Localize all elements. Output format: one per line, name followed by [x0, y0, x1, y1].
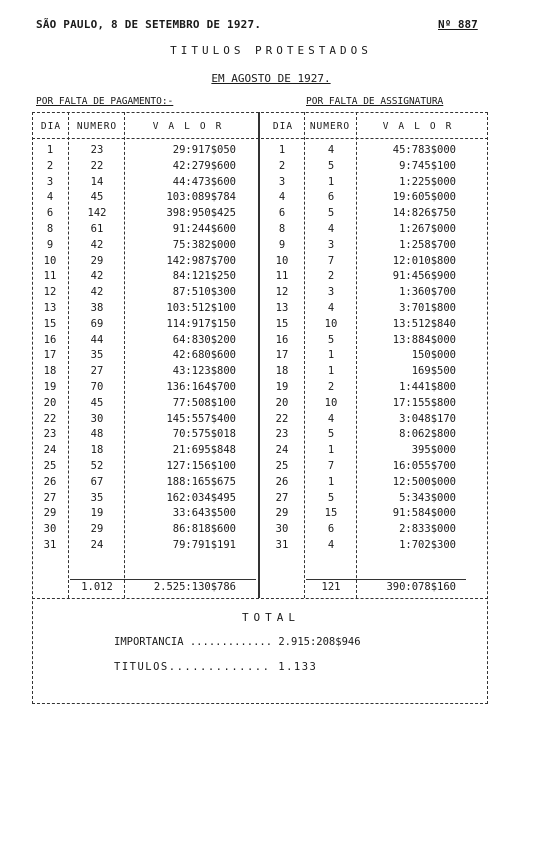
left-row-dia: 23 — [43, 428, 57, 441]
left-row-valor: 188:165$675 — [166, 475, 236, 488]
left-row-dia: 19 — [43, 381, 57, 393]
left-row-valor: 127:156$100 — [166, 460, 236, 472]
left-row-numero: 29 — [90, 254, 104, 267]
right-row-numero: 6 — [327, 191, 335, 204]
left-row-dia: 9 — [46, 238, 54, 251]
left-row-dia: 12 — [43, 286, 57, 299]
left-row-numero: 70 — [90, 381, 104, 393]
section-right-heading — [306, 96, 443, 107]
left-row-numero: 45 — [90, 396, 104, 409]
right-numero-header: NUMERO — [309, 121, 351, 132]
right-row-dia: 29 — [275, 507, 289, 520]
left-row-dia: 10 — [43, 254, 57, 267]
right-row-numero: 4 — [327, 223, 335, 235]
left-row-numero: 45 — [90, 191, 104, 204]
section-left-heading — [36, 96, 173, 107]
right-row-numero: 7 — [327, 254, 335, 267]
right-row-valor: 8:062$800 — [399, 428, 456, 441]
right-row-valor: 19:605$000 — [392, 191, 456, 204]
right-row-numero: 3 — [327, 238, 335, 251]
right-row-numero: 4 — [327, 539, 335, 551]
left-row-dia: 13 — [43, 302, 57, 314]
section-left-label: POR FALTA DE PAGAMENTO:- — [36, 96, 174, 107]
left-row-numero: 52 — [90, 460, 104, 472]
right-row-valor: 150$000 — [411, 349, 456, 362]
left-row-valor: 91:244$600 — [172, 223, 236, 235]
right-row-dia: 8 — [278, 223, 286, 235]
left-row-numero: 22 — [90, 159, 104, 172]
left-row-numero: 69 — [90, 317, 104, 330]
left-row-numero: 18 — [90, 444, 104, 457]
right-row-dia: 17 — [275, 349, 289, 362]
left-row-numero: 27 — [90, 365, 104, 378]
section-right-label: POR FALTA DE ASSIGNATURA — [306, 96, 444, 107]
right-row-numero: 1 — [327, 365, 335, 378]
left-row-valor: 136:164$700 — [166, 381, 236, 393]
middle-divider — [258, 112, 260, 598]
left-valor-header: VALOR — [152, 121, 232, 132]
right-row-valor: 9:745$100 — [399, 159, 456, 172]
total-importancia: IMPORTANCIA ............. 2.915:208$946 — [114, 636, 361, 648]
left-row-numero: 29 — [90, 523, 104, 536]
right-row-numero: 5 — [327, 491, 335, 504]
left-row-valor: 103:089$784 — [166, 191, 236, 204]
left-row-numero: 42 — [90, 238, 104, 251]
right-row-dia: 22 — [275, 412, 289, 425]
right-row-valor: 5:343$000 — [399, 491, 456, 504]
header-divider — [32, 138, 488, 139]
left-row-dia: 16 — [43, 333, 57, 346]
right-row-numero: 4 — [327, 412, 335, 425]
left-dia-header: DIA — [40, 121, 62, 132]
left-row-numero: 35 — [90, 491, 104, 504]
right-row-valor: 1:267$000 — [399, 223, 456, 235]
right-row-numero: 5 — [327, 159, 335, 172]
right-row-valor: 14:826$750 — [392, 207, 456, 220]
right-total-rule — [306, 579, 466, 580]
left-row-numero: 23 — [90, 144, 104, 156]
col-divider — [68, 112, 69, 598]
right-valor-header: VALOR — [382, 121, 462, 132]
left-row-numero: 35 — [90, 349, 104, 362]
left-row-valor: 86:818$600 — [172, 523, 236, 536]
right-row-dia: 3 — [278, 175, 286, 188]
right-row-dia: 26 — [275, 475, 289, 488]
col-divider — [356, 112, 357, 598]
right-row-dia: 16 — [275, 333, 289, 346]
left-row-valor: 142:987$700 — [166, 254, 236, 267]
right-row-dia: 31 — [275, 539, 289, 551]
left-row-numero: 142 — [87, 207, 107, 220]
right-row-dia: 23 — [275, 428, 289, 441]
left-row-dia: 2 — [46, 159, 54, 172]
left-row-valor: 29:917$050 — [172, 144, 236, 156]
left-row-dia: 22 — [43, 412, 57, 425]
totals-divider — [32, 598, 488, 599]
right-row-numero: 5 — [327, 333, 335, 346]
left-row-valor: 42:680$600 — [172, 349, 236, 362]
left-row-valor: 145:557$400 — [166, 412, 236, 425]
right-row-dia: 12 — [275, 286, 289, 299]
right-row-valor: 169$500 — [411, 365, 456, 378]
left-row-valor: 43:123$800 — [172, 365, 236, 378]
right-row-dia: 15 — [275, 317, 289, 330]
left-row-numero: 61 — [90, 223, 104, 235]
right-row-numero: 10 — [324, 396, 338, 409]
left-row-valor: 114:917$150 — [166, 317, 236, 330]
right-row-valor: 17:155$800 — [392, 396, 456, 409]
left-row-dia: 26 — [43, 475, 57, 488]
left-row-valor: 103:512$100 — [166, 302, 236, 314]
document-date: SÃO PAULO, 8 DE SETEMBRO DE 1927. — [36, 18, 262, 31]
left-row-dia: 20 — [43, 396, 57, 409]
left-row-dia: 30 — [43, 523, 57, 536]
right-row-dia: 30 — [275, 523, 289, 536]
left-row-numero: 42 — [90, 270, 104, 283]
right-total-numero: 121 — [321, 581, 341, 593]
right-row-dia: 13 — [275, 302, 289, 314]
left-row-numero: 30 — [90, 412, 104, 425]
right-row-numero: 1 — [327, 475, 335, 488]
left-row-dia: 8 — [46, 223, 54, 235]
left-row-dia: 15 — [43, 317, 57, 330]
right-row-dia: 19 — [275, 381, 289, 393]
right-row-valor: 12:500$000 — [392, 475, 456, 488]
right-row-dia: 2 — [278, 159, 286, 172]
right-row-dia: 4 — [278, 191, 286, 204]
right-row-dia: 25 — [275, 460, 289, 472]
left-row-valor: 42:279$600 — [172, 159, 236, 172]
right-row-valor: 13:884$000 — [392, 333, 456, 346]
right-row-valor: 1:258$700 — [399, 238, 456, 251]
left-row-dia: 24 — [43, 444, 57, 457]
right-row-dia: 1 — [278, 144, 286, 156]
left-row-valor: 64:830$200 — [172, 333, 236, 346]
total-label: TOTAL — [241, 611, 301, 624]
right-row-dia: 18 — [275, 365, 289, 378]
total-titulos: TITULOS............. 1.133 — [114, 661, 318, 673]
right-row-valor: 395$000 — [411, 444, 456, 457]
right-row-numero: 2 — [327, 381, 335, 393]
left-row-valor: 87:510$300 — [172, 286, 236, 299]
document-title: TITULOS PROTESTADOS — [170, 44, 372, 57]
right-row-dia: 20 — [275, 396, 289, 409]
left-row-valor: 84:121$250 — [172, 270, 236, 283]
right-dia-header: DIA — [272, 121, 294, 132]
left-row-numero: 67 — [90, 475, 104, 488]
right-row-valor: 13:512$840 — [392, 317, 456, 330]
left-row-numero: 48 — [90, 428, 104, 441]
right-row-numero: 4 — [327, 302, 335, 314]
right-row-numero: 4 — [327, 144, 335, 156]
right-row-valor: 16:055$700 — [392, 460, 456, 472]
col-divider — [124, 112, 125, 598]
left-row-dia: 17 — [43, 349, 57, 362]
left-row-numero: 14 — [90, 175, 104, 188]
document-subtitle: EM AGOSTO DE 1927. — [211, 72, 331, 85]
right-row-dia: 6 — [278, 207, 286, 220]
right-row-valor: 1:702$300 — [399, 539, 456, 551]
left-row-dia: 31 — [43, 539, 57, 551]
left-row-dia: 11 — [43, 270, 57, 283]
left-row-numero: 24 — [90, 539, 104, 551]
right-row-numero: 10 — [324, 317, 338, 330]
left-row-numero: 19 — [90, 507, 104, 520]
right-row-numero: 7 — [327, 460, 335, 472]
right-row-valor: 1:225$000 — [399, 175, 456, 188]
right-row-valor: 91:584$000 — [392, 507, 456, 520]
right-row-valor: 2:833$000 — [399, 523, 456, 536]
left-row-numero: 38 — [90, 302, 104, 314]
right-row-dia: 24 — [275, 444, 289, 457]
right-row-valor: 91:456$900 — [392, 270, 456, 283]
right-row-numero: 1 — [327, 175, 335, 188]
right-row-valor: 45:783$000 — [392, 144, 456, 156]
right-row-dia: 10 — [275, 254, 289, 267]
left-row-dia: 29 — [43, 507, 57, 520]
left-row-dia: 4 — [46, 191, 54, 204]
left-total-numero: 1.012 — [81, 581, 113, 593]
right-row-numero: 2 — [327, 270, 335, 283]
right-row-numero: 15 — [324, 507, 338, 520]
right-row-valor: 12:010$800 — [392, 254, 456, 267]
left-row-valor: 33:643$500 — [172, 507, 236, 520]
right-row-valor: 1:360$700 — [399, 286, 456, 299]
left-total-valor: 2.525:130$786 — [153, 581, 236, 593]
right-row-dia: 11 — [275, 270, 289, 283]
right-row-valor: 1:441$800 — [399, 381, 456, 393]
left-row-dia: 6 — [46, 207, 54, 220]
right-row-numero: 1 — [327, 349, 335, 362]
left-row-numero: 42 — [90, 286, 104, 299]
left-numero-header: NUMERO — [76, 121, 118, 132]
left-row-valor: 79:791$191 — [172, 539, 236, 551]
left-row-valor: 75:382$000 — [172, 238, 236, 251]
left-row-valor: 21:695$848 — [172, 444, 236, 457]
right-row-numero: 6 — [327, 523, 335, 536]
left-row-valor: 77:508$100 — [172, 396, 236, 409]
left-row-valor: 44:473$600 — [172, 175, 236, 188]
left-row-dia: 25 — [43, 460, 57, 472]
left-row-dia: 3 — [46, 175, 54, 188]
left-row-dia: 1 — [46, 144, 54, 156]
right-row-numero: 3 — [327, 286, 335, 299]
left-total-rule — [70, 579, 256, 580]
right-row-valor: 3:048$170 — [399, 412, 456, 425]
left-row-valor: 70:575$018 — [172, 428, 236, 441]
right-row-numero: 1 — [327, 444, 335, 457]
left-row-valor: 162:034$495 — [166, 491, 236, 504]
right-row-dia: 27 — [275, 491, 289, 504]
right-row-dia: 9 — [278, 238, 286, 251]
left-row-dia: 27 — [43, 491, 57, 504]
right-total-valor: 390:078$160 — [386, 581, 456, 593]
left-row-valor: 398:950$425 — [166, 207, 236, 220]
left-row-dia: 18 — [43, 365, 57, 378]
left-row-numero: 44 — [90, 333, 104, 346]
right-row-numero: 5 — [327, 207, 335, 220]
col-divider — [304, 112, 305, 598]
right-row-valor: 3:701$800 — [399, 302, 456, 314]
right-row-numero: 5 — [327, 428, 335, 441]
document-number: Nº 887 — [438, 18, 478, 31]
